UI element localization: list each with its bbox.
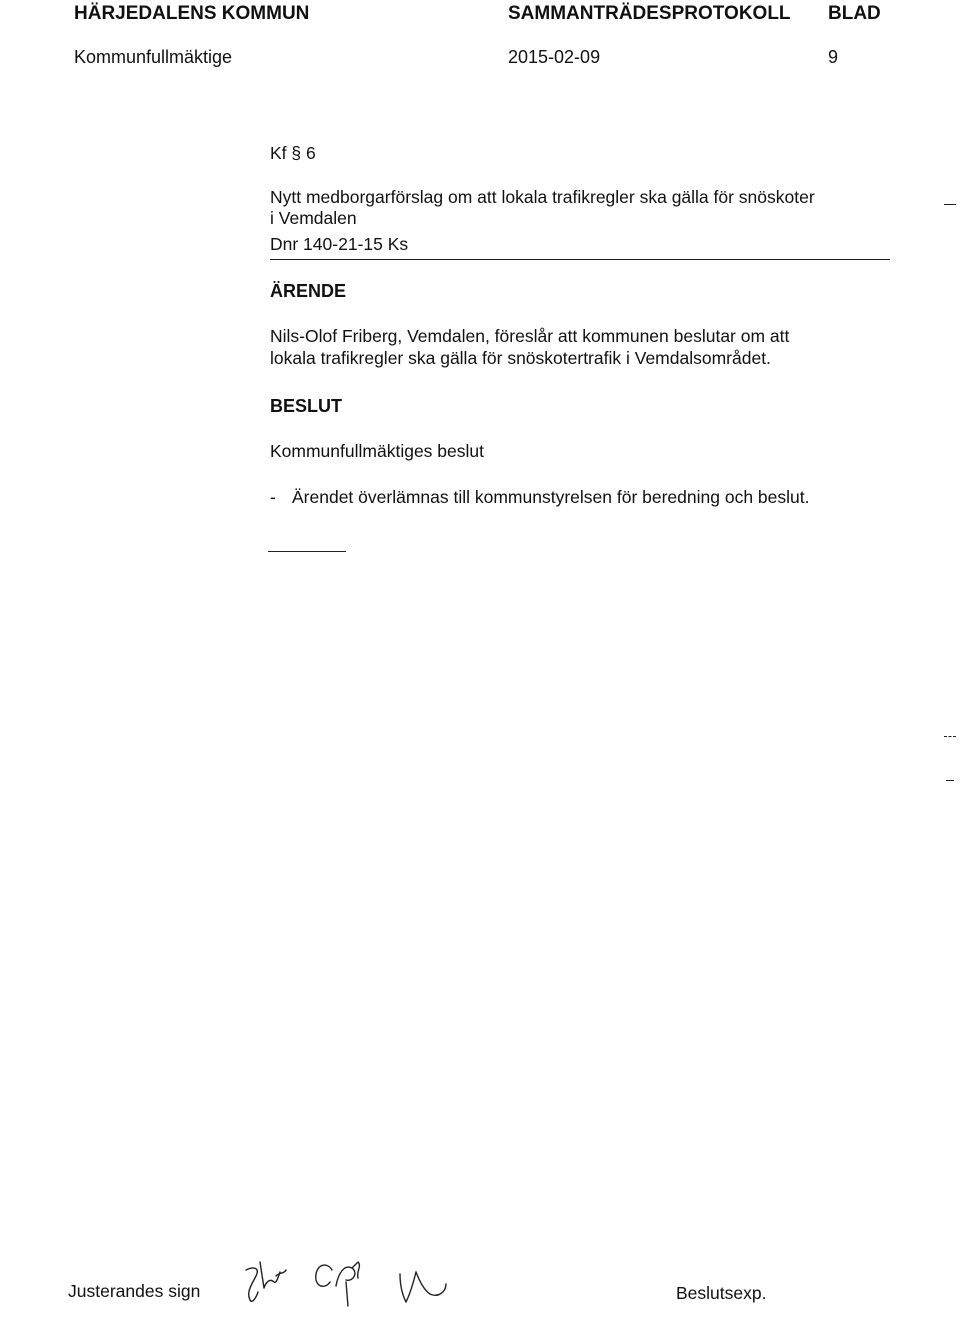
signature-initials [240, 1248, 500, 1310]
decision-text: Ärendet överlämnas till kommunstyrelsen för beredning och beslut. [292, 487, 810, 507]
arende-text-line-2: lokala trafikregler ska gälla för snöskotertrafik i Vemdalsområdet. [270, 348, 771, 368]
beslut-subheading: Kommunfullmäktiges beslut [270, 441, 484, 461]
paragraph-reference: Kf § 6 [270, 143, 316, 163]
registration-number: Dnr 140-21-15 Ks [270, 234, 409, 254]
meeting-date: 2015-02-09 [508, 47, 601, 67]
committee-name: Kommunfullmäktige [74, 47, 233, 67]
decision-excerpt-label: Beslutsexp. [676, 1283, 767, 1303]
document-type: SAMMANTRÄDESPROTOKOLL [508, 3, 791, 24]
sheet-number: 9 [828, 47, 839, 67]
beslut-heading: BESLUT [270, 396, 342, 416]
arende-heading: ÄRENDE [270, 281, 347, 301]
margin-mark-2 [944, 736, 956, 737]
margin-mark [944, 204, 956, 205]
arende-text-line-1: Nils-Olof Friberg, Vemdalen, föreslår att kommunen beslutar om att [270, 326, 790, 346]
sheet-label: BLAD [828, 3, 881, 24]
adjuster-sign-label: Justerandes sign [68, 1281, 201, 1301]
margin-mark-3 [946, 780, 954, 781]
title-underline [270, 259, 890, 260]
item-title-line-2: i Vemdalen [270, 208, 357, 228]
decision-bullet: - [270, 487, 276, 507]
end-of-item-rule [268, 551, 346, 552]
municipality-name: HÄRJEDALENS KOMMUN [74, 3, 310, 24]
item-title-line-1: Nytt medborgarförslag om att lokala trafikregler ska gälla för snöskoter [270, 187, 815, 207]
